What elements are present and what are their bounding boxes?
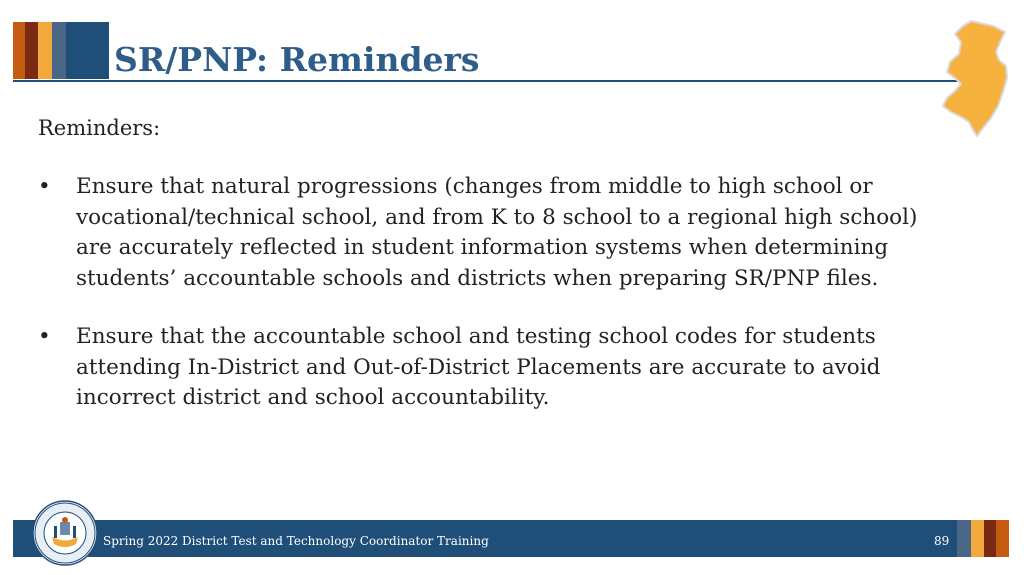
footer-stripe-gold <box>971 520 984 557</box>
list-item <box>38 172 938 294</box>
header-stripe-orange <box>13 22 25 79</box>
title-underline <box>13 80 968 82</box>
header-stripe-navy <box>66 22 109 79</box>
slide-title: SR/PNP: Reminders <box>114 40 480 79</box>
reminder-list <box>38 172 938 414</box>
reminder-text: Ensure that the accountable school and testing school codes for students attending In-District and Out-of-District Placements are accurate to avoid incorrect district and school accountability. <box>76 324 881 410</box>
list-item <box>38 322 938 414</box>
header-stripe-brown <box>25 22 38 79</box>
footer-stripe-brown <box>984 520 996 557</box>
footer-stripe-orange <box>996 520 1009 557</box>
header-stripe-slate <box>52 22 66 79</box>
bullet-icon: • <box>38 174 51 199</box>
header-stripe-gold <box>38 22 52 79</box>
reminder-text: Ensure that natural progressions (changes from middle to high school or vocational/technical school, and from K to 8 school to a regional high school) are accurately reflected in student information systems when determining students’ accountable schools and districts when preparing SR/PNP files. <box>76 174 918 291</box>
bullet-icon: • <box>38 324 51 349</box>
footer-text: Spring 2022 District Test and Technology Coordinator Training <box>103 534 489 548</box>
seal-icon <box>32 500 98 566</box>
new-jersey-map-icon <box>933 18 1013 140</box>
reminders-heading: Reminders: <box>38 116 161 140</box>
footer-stripe-slate <box>957 520 971 557</box>
page-number: 89 <box>934 534 950 548</box>
